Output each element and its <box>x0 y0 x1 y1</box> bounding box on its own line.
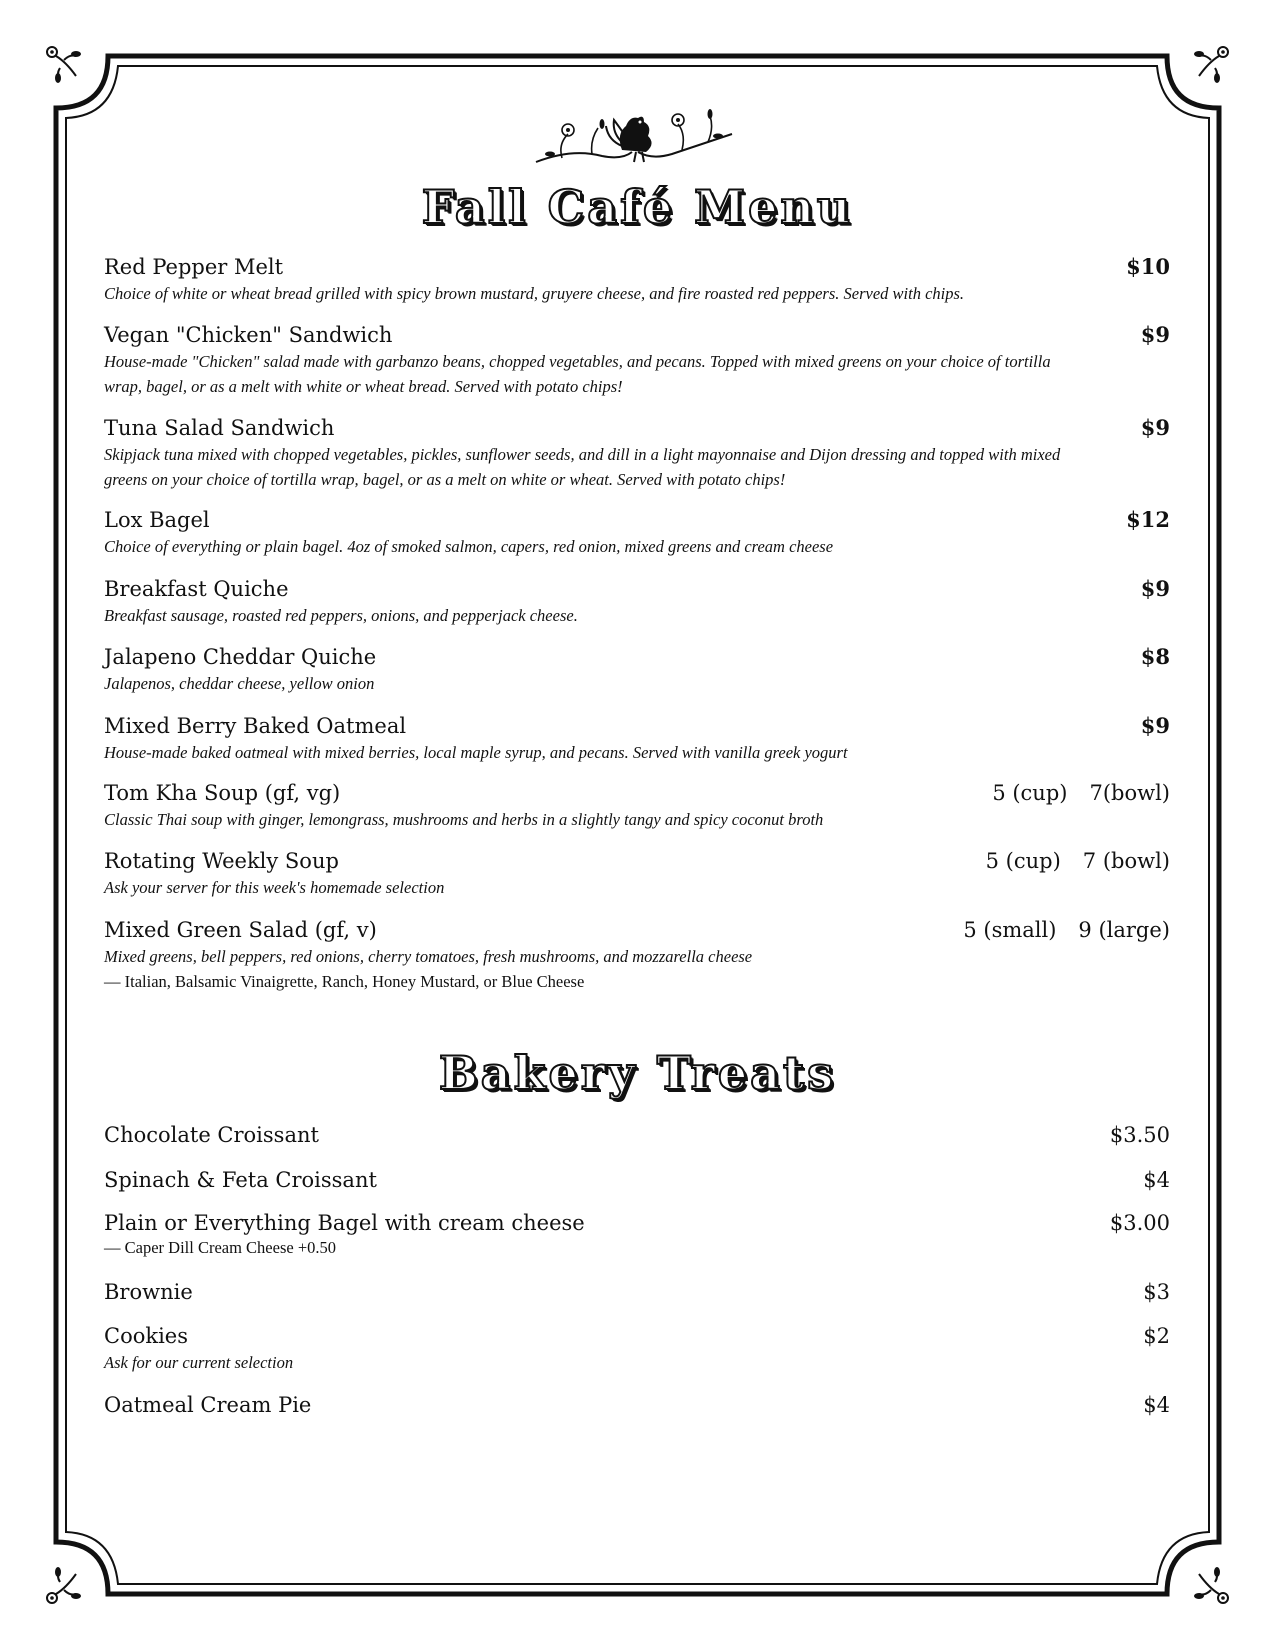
menu-item <box>104 918 1170 994</box>
item-addon: — Caper Dill Cream Cheese +0.50 <box>104 1238 336 1257</box>
item-description: Ask your server for this week's homemade selection <box>104 878 445 897</box>
item-description: Choice of everything or plain bagel. 4oz of smoked salmon, capers, red onion, mixed greens and cream cheese <box>104 537 834 556</box>
item-description: Breakfast sausage, roasted red peppers, onions, and pepperjack cheese. <box>104 606 578 625</box>
item-price: $3 <box>1143 1280 1170 1304</box>
item-name: Brownie <box>104 1280 193 1304</box>
item-price-large: 9 (large) <box>1078 918 1170 942</box>
item-description: Mixed greens, bell peppers, red onions, cherry tomatoes, fresh mushrooms, and mozzarella cheese <box>104 947 753 966</box>
menu-item <box>104 415 1170 492</box>
item-name: Breakfast Quiche <box>104 577 289 601</box>
item-price: $8 <box>1140 644 1170 669</box>
item-price: $9 <box>1140 415 1170 440</box>
item-description: Ask for our current selection <box>104 1353 294 1372</box>
item-name: Vegan "Chicken" Sandwich <box>104 323 393 347</box>
bakery-item <box>104 1324 1170 1375</box>
floral-corner-icon <box>1189 1564 1233 1608</box>
item-price-small: 5 (cup) <box>992 781 1068 805</box>
item-description: Skipjack tuna mixed with chopped vegetables, pickles, sunflower seeds, and dill in a light mayonnaise and Dijon dressing and topped with mixed greens on your choice of tortilla wrap, bagel, or as a melt on white or wheat. Served with potato chips! <box>104 445 1061 489</box>
bakery-item <box>104 1123 1170 1147</box>
menu-item <box>104 254 1170 306</box>
menu-title: Fall Café Menu <box>421 180 854 234</box>
item-price: $9 <box>1140 322 1170 347</box>
item-prices <box>986 849 1170 873</box>
item-price: $9 <box>1140 576 1170 601</box>
menu-item <box>104 781 1170 832</box>
floral-corner-icon <box>1189 42 1233 86</box>
item-price: $12 <box>1126 507 1170 532</box>
item-name: Plain or Everything Bagel with cream cheese <box>104 1211 585 1235</box>
item-price-small: 5 (small) <box>963 918 1057 942</box>
item-price: $4 <box>1143 1168 1170 1192</box>
item-name: Spinach & Feta Croissant <box>104 1168 377 1192</box>
menu-item <box>104 576 1170 628</box>
item-dressing-options: — Italian, Balsamic Vinaigrette, Ranch, Honey Mustard, or Blue Cheese <box>104 972 585 991</box>
item-name: Jalapeno Cheddar Quiche <box>104 645 377 669</box>
item-name: Mixed Berry Baked Oatmeal <box>104 714 407 738</box>
item-name: Chocolate Croissant <box>104 1123 319 1147</box>
item-price-small: 5 (cup) <box>985 849 1061 873</box>
item-price-large: 7(bowl) <box>1089 781 1170 805</box>
bakery-item <box>104 1280 1170 1304</box>
item-name: Lox Bagel <box>104 508 210 532</box>
menu-item <box>104 849 1170 900</box>
item-price: $4 <box>1143 1393 1170 1417</box>
item-price: $3.50 <box>1109 1123 1170 1147</box>
rooster-vine-illustration <box>532 104 738 176</box>
item-description: Classic Thai soup with ginger, lemongrass, mushrooms and herbs in a slightly tangy and spicy coconut broth <box>104 810 824 829</box>
item-description: Choice of white or wheat bread grilled with spicy brown mustard, gruyere cheese, and fire roasted red peppers. Served with chips. <box>104 284 965 303</box>
item-price: $10 <box>1126 254 1170 279</box>
item-name: Mixed Green Salad (gf, v) <box>104 918 377 942</box>
item-name: Rotating Weekly Soup <box>104 849 339 873</box>
item-name: Tom Kha Soup (gf, vg) <box>104 781 341 805</box>
menu-item <box>104 644 1170 696</box>
item-description: Jalapenos, cheddar cheese, yellow onion <box>104 674 375 693</box>
item-price: $3.00 <box>1109 1211 1170 1235</box>
menu-item <box>104 713 1170 765</box>
item-price-large: 7 (bowl) <box>1082 849 1170 873</box>
bakery-item <box>104 1211 1170 1260</box>
menu-item <box>104 322 1170 399</box>
bakery-title: Bakery Treats <box>438 1046 837 1100</box>
menu-item <box>104 507 1170 559</box>
item-prices <box>992 781 1170 805</box>
item-prices <box>963 918 1170 942</box>
item-name: Cookies <box>104 1324 188 1348</box>
floral-corner-icon <box>42 1564 86 1608</box>
item-name: Tuna Salad Sandwich <box>104 416 335 440</box>
floral-corner-icon <box>42 42 86 86</box>
item-name: Red Pepper Melt <box>104 255 284 279</box>
item-name: Oatmeal Cream Pie <box>104 1393 312 1417</box>
item-description: House-made "Chicken" salad made with garbanzo beans, chopped vegetables, and pecans. Topped with mixed greens on your choice of tortilla wrap, bagel, or as a melt with white or wheat bread. Served with potato chips! <box>104 352 1051 396</box>
bakery-item <box>104 1168 1170 1192</box>
item-price: $2 <box>1143 1324 1170 1348</box>
item-price: $9 <box>1140 713 1170 738</box>
item-description: House-made baked oatmeal with mixed berries, local maple syrup, and pecans. Served with vanilla greek yogurt <box>104 743 848 762</box>
bakery-item <box>104 1393 1170 1417</box>
